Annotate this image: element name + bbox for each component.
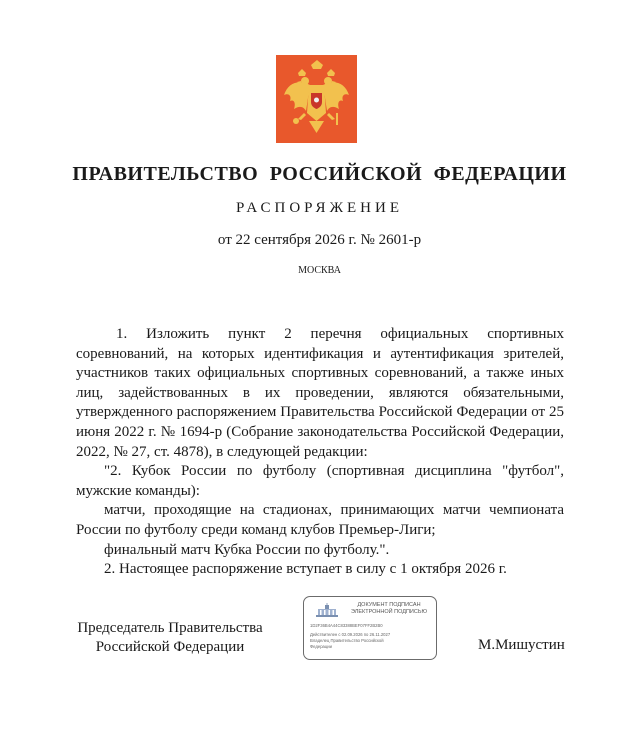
stamp-serial: 1D2F36B4A44C83388BEF07FF2B2B0 (310, 623, 383, 628)
paragraph-4: финальный матч Кубка России по футболу.". (104, 541, 390, 558)
double-headed-eagle-icon (276, 55, 357, 143)
document-date-number: от 22 сентября 2026 г. № 2601-р (217, 232, 422, 248)
city-label: МОСКВА (298, 265, 341, 276)
signatory-position-line1: Председатель Правительства (77, 620, 263, 636)
paragraph-3: матчи, проходящие на стадионах, принимающих матчи чемпионата России по футболу среди команд клубов Премьер-Лиги; (76, 502, 564, 538)
coat-of-arms-emblem (276, 55, 357, 143)
government-building-icon (314, 603, 340, 619)
stamp-validity: Действителен с 02.09.2026 по 26.11.2027 (310, 632, 391, 637)
order-body (76, 325, 564, 580)
signer-name: М.Мишустин (478, 637, 565, 653)
stamp-title-line1: ДОКУМЕНТ ПОДПИСАН (357, 602, 421, 608)
document-type: РАСПОРЯЖЕНИЕ (235, 200, 403, 216)
stamp-owner-line1: Владелец Правительство Российской (310, 638, 384, 643)
paragraph-5: 2. Настоящее распоряжение вступает в силу с 1 октября 2026 г. (104, 561, 507, 578)
stamp-owner-line2: Федерации (310, 644, 332, 649)
stamp-title (344, 602, 434, 616)
paragraph-2: "2. Кубок России по футболу (спортивная дисциплина "футбол", мужские команды): (76, 463, 564, 499)
government-title: ПРАВИТЕЛЬСТВО РОССИЙСКОЙ ФЕДЕРАЦИИ (72, 163, 567, 185)
electronic-signature-stamp (303, 596, 437, 660)
paragraph-1: 1. Изложить пункт 2 перечня официальных спортивных соревнований, на которых идентификация и аутентификация зрителей, участников таких официальных спортивных соревнований, а также иных лиц, задействованных в их проведении, являются обязательными, утвержденного распоряжением Правительства Российской Федерации от 25 июня 2022 г. № 1694-р (Собрание законодательства Российской Федерации, 2022, № 27, ст. 4878), в следующей редакции: (76, 326, 564, 460)
signatory-position-line2: Российской Федерации (95, 639, 245, 655)
signatory-position (70, 619, 270, 657)
stamp-title-line2: ЭЛЕКТРОННОЙ ПОДПИСЬЮ (350, 609, 428, 615)
